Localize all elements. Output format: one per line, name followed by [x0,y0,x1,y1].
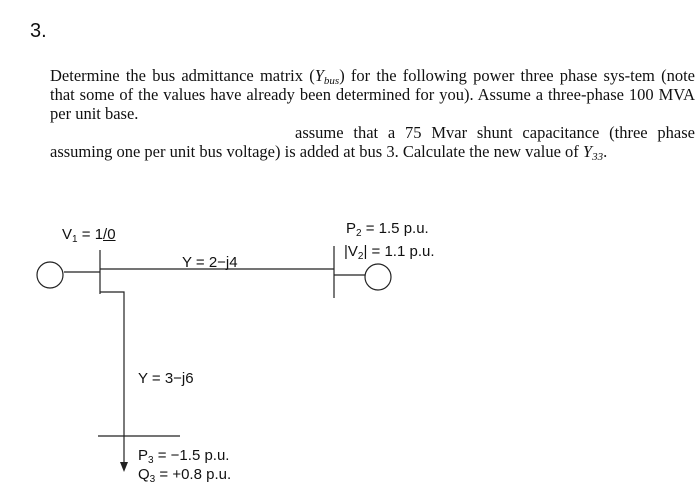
line-1-3-admittance: Y = 3−j6 [138,370,194,387]
bus3-real-power-label: $P_3 = -1.5$ p.u. [138,447,230,466]
ybus-symbol: $Y_{bus}$ [314,66,340,87]
question-number: 3. [30,20,47,42]
problem-text: Determine the bus admittance matrix ( [50,66,315,85]
generator1-symbol [37,262,63,288]
generator2-symbol [365,264,391,290]
line-1-2-admittance: Y = 2−j4 [182,254,238,271]
bus1-voltage-label: $V_1 = 1/0$ [62,226,116,245]
bus2-power-label: $P_2 = 1.5$ p.u. [346,220,429,239]
line-1-3 [100,292,124,436]
bus3-reactive-power-label: $Q_3 = +0.8$ p.u. [138,466,232,485]
problem-text-cont: ) for the following power three phase sys-tem (note that some of the values have already been determined for you). Assume a three-phase 100 MVA per unit base. [50,66,695,123]
problem-part2: assume that a 75 Mvar shunt capacitance (three phase assuming one per unit bus voltage) is added at bus 3. Calculate the new value of $Y_{33}$. [50,123,695,163]
load-arrow-icon [120,462,128,472]
bus2-voltage-label: $|V_2| = 1.1$ p.u. [344,243,435,262]
part2-text: assume that a 75 Mvar shunt capacitance (three phase assuming one per unit bus voltage) is added at bus 3. Calculate the new value of [50,123,695,161]
y33-symbol: $Y_{33}$ [582,142,604,163]
